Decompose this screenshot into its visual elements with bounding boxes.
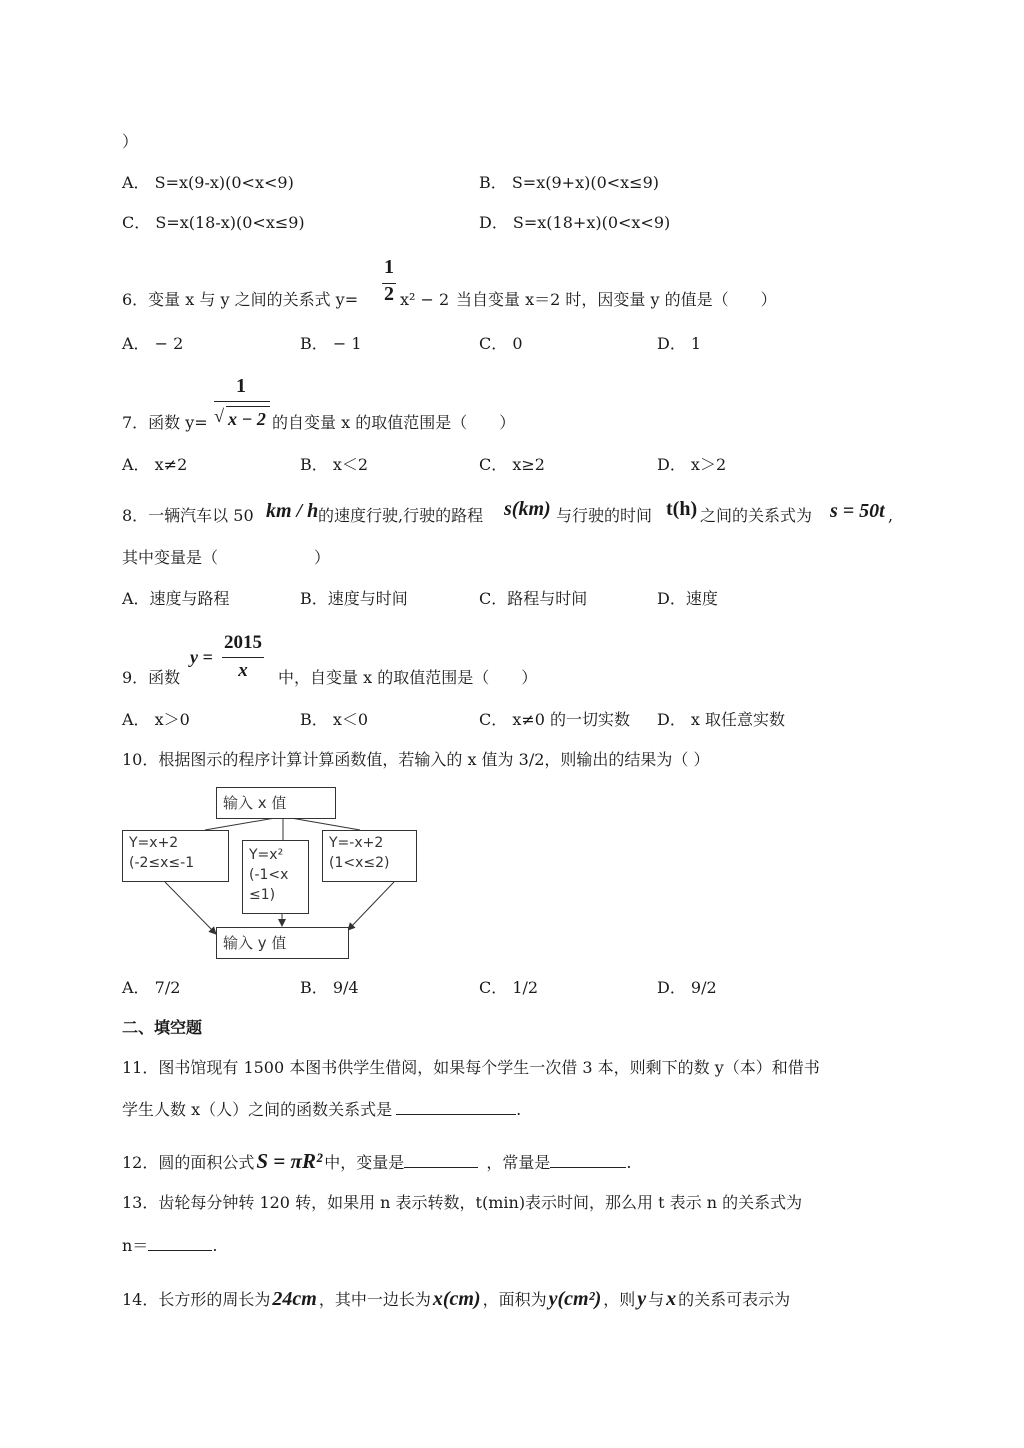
q13-end: .	[212, 1236, 218, 1255]
q6-expression: x² − 2	[400, 290, 450, 309]
q8-formula: s = 50t	[830, 500, 885, 522]
q14-k: 的关系可表示为	[678, 1290, 791, 1309]
q14-c: ，其中一边长为	[318, 1290, 431, 1309]
flow-right-range: (1<x≤2)	[329, 855, 390, 871]
q14-var-y: y	[637, 1288, 647, 1310]
q10-option-c: C． 1/2	[479, 978, 539, 997]
q13-line2	[122, 1234, 217, 1256]
q6-prefix: 6．变量 x 与 y 之间的关系式 y=	[122, 290, 359, 309]
q7-radicand: x − 2	[228, 409, 266, 429]
q11-line1: 11．图书馆现有 1500 本图书供学生借阅，如果每个学生一次借 3 本，则剩下的数 y（本）和借书	[122, 1058, 820, 1077]
q12-variable-blank[interactable]	[404, 1151, 478, 1168]
q13-line1: 13．齿轮每分钟转 120 转，如果用 n 表示转数，t(min)表示时间，那么用 t 表示 n 的关系式为	[122, 1193, 803, 1212]
q9-fraction-numerator: 2015	[224, 632, 262, 653]
q12-mid2: ，常量是	[486, 1153, 551, 1172]
q9-fraction-denominator: x	[238, 660, 248, 681]
q9-prefix: 9．函数	[122, 668, 181, 687]
flow-input-box	[216, 787, 336, 819]
q12-mid1: 中，变量是	[324, 1153, 405, 1172]
flow-mid-formula: Y=x²	[249, 847, 284, 863]
q8-option-b: B．速度与时间	[300, 589, 408, 608]
q9-option-c: C． x≠0 的一切实数	[479, 710, 631, 729]
q8-line1-d: 之间的关系式为	[700, 506, 813, 525]
q7-radical-sign: √	[214, 406, 224, 426]
q10-option-b: B． 9/4	[300, 978, 359, 997]
q8-line1-c: 与行驶的时间	[556, 506, 653, 525]
q8-option-a: A．速度与路程	[122, 589, 230, 608]
q8-line1-a: 8．一辆汽车以 50	[122, 506, 254, 525]
q11-line2-text: 学生人数 x（人）之间的函数关系式是	[122, 1100, 393, 1119]
q7-option-c: C． x≥2	[479, 455, 545, 474]
q5-option-c: C． S=x(18-x)(0<x≤9)	[122, 213, 305, 232]
q8-unit-speed: km / h	[266, 500, 319, 522]
q5-option-b: B． S=x(9+x)(0<x≤9)	[479, 173, 660, 192]
q14-e: ，面积为	[482, 1290, 547, 1309]
q7-suffix: 的自变量 x 的取值范围是（ ）	[272, 413, 516, 432]
q6-option-c: C． 0	[479, 334, 523, 353]
q12-end: .	[626, 1153, 632, 1172]
q9-suffix: 中，自变量 x 的取值范围是（ ）	[278, 668, 538, 687]
q8-line2: 其中变量是（ ）	[122, 548, 331, 567]
flow-right-formula: Y=-x+2	[329, 835, 384, 851]
flow-mid-box	[242, 840, 309, 914]
flow-right-box	[322, 830, 417, 882]
q7-fraction-numerator: 1	[236, 375, 246, 397]
section-heading-fill-in: 二、填空题	[122, 1018, 203, 1037]
connector-input-left	[205, 818, 275, 830]
q7-prefix: 7．函数 y=	[122, 413, 208, 432]
flow-input-label: 输入 x 值	[223, 794, 287, 812]
q9-option-b: B． x＜0	[300, 710, 369, 729]
connector-left-output	[165, 882, 216, 934]
q8-line1-b: 的速度行驶,行驶的路程	[318, 506, 484, 525]
q13-answer-blank[interactable]	[148, 1234, 212, 1251]
q6-option-a: A． − 2	[122, 334, 184, 353]
q12-line	[122, 1150, 631, 1172]
q10-option-a: A． 7/2	[122, 978, 181, 997]
q11-line2	[122, 1098, 521, 1120]
q12-constant-blank[interactable]	[550, 1151, 626, 1168]
q6-option-d: D． 1	[657, 334, 702, 353]
q8-line1-end: ,	[888, 506, 894, 525]
q5-option-a: A． S=x(9-x)(0<x<9)	[122, 173, 294, 192]
q6-option-b: B． − 1	[300, 334, 362, 353]
q14-a: 14．长方形的周长为	[122, 1290, 271, 1309]
q7-option-a: A． x≠2	[122, 455, 188, 474]
q14-side-length: x(cm)	[432, 1288, 481, 1310]
q6-suffix: 当自变量 x＝2 时，因变量 y 的值是（ ）	[456, 290, 777, 309]
flow-output-box	[216, 927, 349, 959]
q7-option-b: B． x＜2	[300, 455, 369, 474]
q14-line	[122, 1288, 790, 1310]
flow-mid-range-1: (-1<x	[249, 867, 289, 883]
q5-option-d: D． S=x(18+x)(0<x<9)	[479, 213, 671, 232]
q8-option-c: C．路程与时间	[479, 589, 588, 608]
q10-option-d: D． 9/2	[657, 978, 717, 997]
flow-left-range: (-2≤x≤-1	[129, 855, 195, 871]
q8-unit-time: t(h)	[666, 498, 698, 520]
q14-var-x: x	[666, 1288, 677, 1310]
flow-mid-range-2: ≤1)	[249, 887, 276, 903]
q11-end: .	[516, 1100, 522, 1119]
q8-unit-distance: s(km)	[504, 498, 551, 520]
q6-fraction-numerator: 1	[384, 256, 394, 278]
q10-text: 10．根据图示的程序计算计算函数值，若输入的 x 值为 3/2，则输出的结果为（ ）	[122, 750, 710, 769]
flow-left-box	[122, 830, 229, 882]
q13-line2-text: n＝	[122, 1236, 149, 1255]
q14-perimeter: 24cm	[272, 1288, 317, 1310]
q12-prefix: 12．圆的面积公式	[122, 1153, 255, 1172]
q14-i: 与	[648, 1290, 665, 1309]
q9-option-a: A． x＞0	[122, 710, 190, 729]
q9-lhs: y =	[190, 647, 213, 667]
q14-g: ，则	[603, 1290, 636, 1309]
connector-input-right	[291, 818, 360, 830]
q14-area: y(cm²)	[548, 1288, 602, 1310]
q5-tail: ）	[122, 132, 139, 151]
q6-fraction-denominator: 2	[384, 283, 394, 305]
q7-option-d: D． x＞2	[657, 455, 727, 474]
connector-right-output	[348, 882, 394, 930]
q9-option-d: D． x 取任意实数	[657, 710, 786, 729]
q12-formula: S = πR²	[256, 1149, 323, 1173]
flow-left-formula: Y=x+2	[129, 835, 179, 851]
q8-option-d: D．速度	[657, 589, 718, 608]
q11-answer-blank[interactable]	[396, 1098, 516, 1115]
flow-output-label: 输入 y 值	[223, 934, 287, 952]
